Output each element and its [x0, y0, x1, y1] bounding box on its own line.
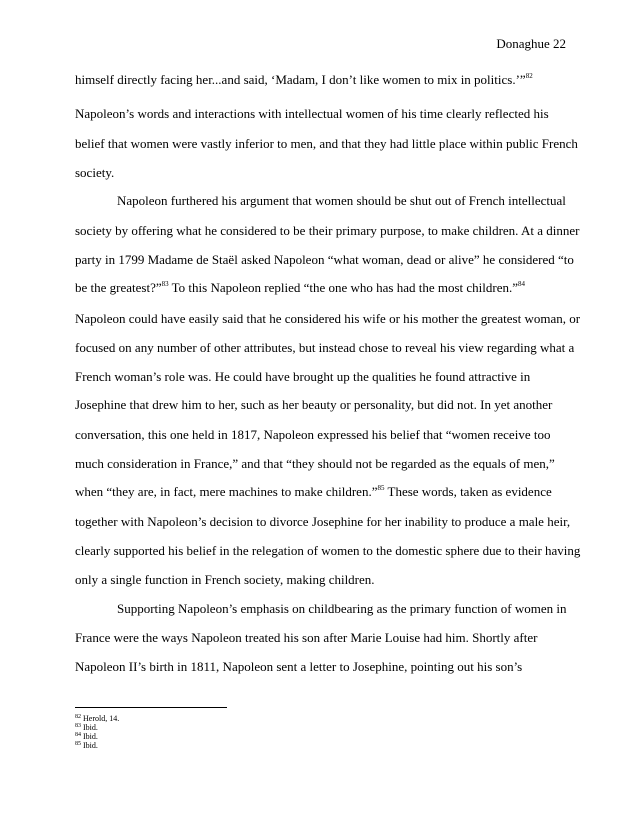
- text-line: society.: [75, 165, 115, 180]
- page-header: Donaghue 22: [496, 36, 566, 51]
- text-line: Napoleon could have easily said that he considered his wife or his mother the greatest woman, or: [75, 311, 581, 326]
- text-line: party in 1799 Madame de Staël asked Napoleon “what woman, dead or alive” he considered “to: [75, 252, 574, 267]
- footnote: $^{84}$ Ibid.: [75, 732, 98, 741]
- text-line: together with Napoleon’s decision to divorce Josephine for her inability to produce a male heir,: [75, 514, 571, 529]
- footnote: $^{85}$ Ibid.: [75, 741, 98, 750]
- footnote-ref: 85: [377, 484, 385, 492]
- footnote: $^{82}$ Herold, 14.: [75, 714, 120, 723]
- footnote-ref: 84: [518, 280, 526, 288]
- text-line: only a single function in French society, making children.: [75, 572, 375, 587]
- footnote-ref: 82: [525, 72, 533, 80]
- text-line: Napoleon furthered his argument that women should be shut out of French intellectual: [117, 193, 566, 208]
- text-line: French woman’s role was. He could have brought up the qualities he found attractive in: [75, 369, 531, 384]
- text-line: Napoleon’s words and interactions with intellectual women of his time clearly reflected his: [75, 106, 549, 121]
- footnote-ref: 83: [161, 280, 169, 288]
- text-line: much consideration in France,” and that “they should not be regarded as the equals of men,”: [75, 456, 555, 471]
- text-line: belief that women were vastly inferior to men, and that they had little place within public French: [75, 136, 578, 151]
- text-line: when “they are, in fact, mere machines to make children.”$^{85}$ These words, taken as evidence: [75, 484, 552, 499]
- text-line: society by offering what he considered to be their primary purpose, to make children. At a dinner: [75, 223, 580, 238]
- text-line: Supporting Napoleon’s emphasis on childbearing as the primary function of women in: [117, 601, 567, 616]
- text-line: Josephine that drew him to her, such as her beauty or personality, but did not. In yet another: [75, 397, 553, 412]
- text-line: France were the ways Napoleon treated his son after Marie Louise had him. Shortly after: [75, 630, 538, 645]
- footnote-separator: [75, 707, 227, 708]
- text-line: conversation, this one held in 1817, Napoleon expressed his belief that “women receive too: [75, 427, 551, 442]
- text-line: clearly supported his belief in the relegation of women to the domestic sphere due to their having: [75, 543, 581, 558]
- text-line: be the greatest?”$^{83}$ To this Napoleon replied “the one who has had the most children.”$^{84}$: [75, 280, 526, 295]
- text-line: himself directly facing her...and said, ‘Madam, I don’t like women to mix in politics.’”$^{82}$: [75, 72, 533, 87]
- text-line: focused on any number of other attributes, but instead chose to reveal his view regarding what a: [75, 340, 575, 355]
- footnote: $^{83}$ Ibid.: [75, 723, 98, 732]
- text-line: Napoleon II’s birth in 1811, Napoleon sent a letter to Josephine, pointing out his son’s: [75, 659, 523, 674]
